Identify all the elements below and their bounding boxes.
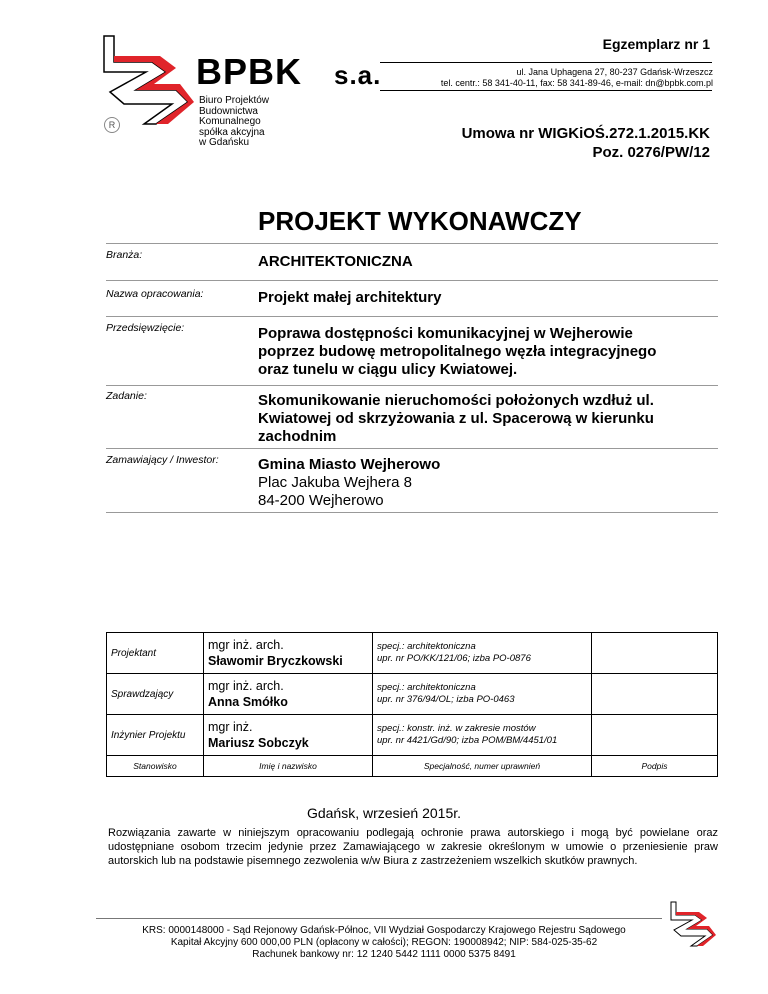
specialty-cell xyxy=(373,674,592,715)
value-line: oraz tunelu w ciągu ulicy Kwiatowej. xyxy=(258,361,518,378)
role-cell: Projektant xyxy=(107,633,204,674)
bpbk-logo-small-icon xyxy=(667,895,717,955)
company-registration xyxy=(96,925,672,961)
company-line: spółka akcyjna xyxy=(199,126,265,138)
page-title: PROJEKT WYKONAWCZY xyxy=(258,206,582,236)
name-cell xyxy=(204,674,373,715)
company-address xyxy=(441,67,713,89)
signature-table xyxy=(106,632,718,777)
person-title: mgr inż. xyxy=(208,720,253,734)
footer-cell-position: Stanowisko xyxy=(107,756,204,777)
name-cell xyxy=(204,715,373,756)
person-name: Sławomir Bryczkowski xyxy=(208,654,343,668)
value-line: Gmina Miasto Wejherowo xyxy=(258,456,441,473)
brand-suffix: s.a. xyxy=(334,60,382,90)
divider xyxy=(106,280,718,281)
address-line-1: ul. Jana Uphagena 27, 80-237 Gdańsk-Wrzeszcz xyxy=(516,67,713,77)
header-rule-top xyxy=(380,62,712,63)
person-name: Mariusz Sobczyk xyxy=(208,736,309,750)
person-title: mgr inż. arch. xyxy=(208,679,284,693)
signature-cell xyxy=(592,633,718,674)
table-footer-row xyxy=(107,756,718,777)
field-value-przedsiewziecie xyxy=(258,325,718,379)
value-line: poprzez budowę metropolitalnego węzła integracyjnego xyxy=(258,343,657,360)
company-line: w Gdańsku xyxy=(199,137,250,148)
company-line: Komunalnego xyxy=(199,116,261,127)
value-line: ARCHITEKTONICZNA xyxy=(258,253,413,270)
contract-line-2: Poz. 0276/PW/12 xyxy=(592,144,710,161)
divider xyxy=(106,316,718,317)
license-number: upr. nr 4421/Gd/90; izba POM/BM/4451/01 xyxy=(377,735,558,746)
role-cell: Sprawdzający xyxy=(107,674,204,715)
place-date: Gdańsk, wrzesień 2015r. xyxy=(306,805,462,821)
field-label-branza: Branża: xyxy=(106,249,143,261)
specialty: specj.: konstr. inż. w zakresie mostów xyxy=(377,723,536,734)
person-name: Anna Smółko xyxy=(208,695,288,709)
value-line: zachodnim xyxy=(258,428,337,445)
field-value-branza xyxy=(258,253,718,271)
contract-line-1: Umowa nr WIGKiOŚ.272.1.2015.KK xyxy=(461,125,710,142)
footer-line-2: Kapitał Akcyjny 600 000,00 PLN (opłacony w całości); REGON: 190008942; NIP: 584-025-35-62 xyxy=(170,937,598,948)
license-number: upr. nr 376/94/OL; izba PO-0463 xyxy=(377,694,515,705)
table-row xyxy=(107,633,718,674)
value-line: Skomunikowanie nieruchomości położonych wzdłuż ul. xyxy=(258,392,654,409)
value-line: Kwiatowej od skrzyżowania z ul. Spacerową w kierunku xyxy=(258,410,654,427)
divider xyxy=(106,385,718,386)
role-cell: Inżynier Projektu xyxy=(107,715,204,756)
license-number: upr. nr PO/KK/121/06; izba PO-0876 xyxy=(377,653,531,664)
company-line: Budownictwa xyxy=(199,105,258,117)
field-label-zadanie: Zadanie: xyxy=(106,390,147,402)
logo-red-shape xyxy=(676,912,716,946)
footer-line-3: Rachunek bankowy nr: 12 1240 5442 1111 0000 5375 8491 xyxy=(252,949,516,960)
name-cell xyxy=(204,633,373,674)
company-fullname xyxy=(199,96,269,149)
logo-red-shape xyxy=(114,56,194,124)
footer-cell-specialty: Specjalność, numer uprawnień xyxy=(373,756,592,777)
footer-line-1: KRS: 0000148000 - Sąd Rejonowy Gdańsk-Północ, VII Wydział Gospodarczy Krajowego Rejestru Sądowego xyxy=(142,925,626,936)
table-row xyxy=(107,715,718,756)
specialty: specj.: architektoniczna xyxy=(377,682,476,693)
field-label-przedsiewziecie: Przedsięwzięcie: xyxy=(106,322,185,334)
value-line: Projekt małej architektury xyxy=(258,289,442,306)
field-value-zamawiajacy xyxy=(258,456,718,510)
footer-rule xyxy=(96,918,662,919)
signature-cell xyxy=(592,715,718,756)
header-rule-bottom xyxy=(380,90,712,91)
field-value-nazwa xyxy=(258,289,718,307)
brand-name: BPBK xyxy=(196,51,303,92)
address-line-2: tel. centr.: 58 341-40-11, fax: 58 341-89-46, e-mail: dn@bpbk.com.pl xyxy=(440,78,713,88)
copyright-notice: Rozwiązania zawarte w niniejszym opracowaniu podlegają ochronie prawa autorskiego i mogą być powielane oraz udostępniane osobom trzecim jedynie przez Zamawiającego w zakresie określonym w umowie o przeniesienie praw autorskich lub na podstawie pisemnego zezwolenia w/w Biura z zastrzeżeniem wszelkich skutków prawnych. xyxy=(108,827,718,867)
footer-cell-name: Imię i nazwisko xyxy=(204,756,373,777)
signature-cell xyxy=(592,674,718,715)
field-label-nazwa: Nazwa opracowania: xyxy=(106,288,204,300)
specialty-cell xyxy=(373,715,592,756)
divider xyxy=(106,243,718,244)
divider xyxy=(106,512,718,513)
field-label-zamawiajacy: Zamawiający / Inwestor: xyxy=(106,454,219,466)
company-line: Biuro Projektów xyxy=(199,95,270,106)
table-row xyxy=(107,674,718,715)
contract-number xyxy=(462,124,710,162)
value-line: 84-200 Wejherowo xyxy=(258,492,384,509)
person-title: mgr inż. arch. xyxy=(208,638,284,652)
value-line: Plac Jakuba Wejhera 8 xyxy=(258,474,412,491)
registered-mark-icon: R xyxy=(104,117,120,133)
divider xyxy=(106,448,718,449)
footer-cell-signature: Podpis xyxy=(592,756,718,777)
value-line: Poprawa dostępności komunikacyjnej w Wejherowie xyxy=(258,325,633,342)
copy-number: Egzemplarz nr 1 xyxy=(602,36,710,52)
specialty: specj.: architektoniczna xyxy=(377,641,476,652)
specialty-cell xyxy=(373,633,592,674)
field-value-zadanie xyxy=(258,392,718,446)
